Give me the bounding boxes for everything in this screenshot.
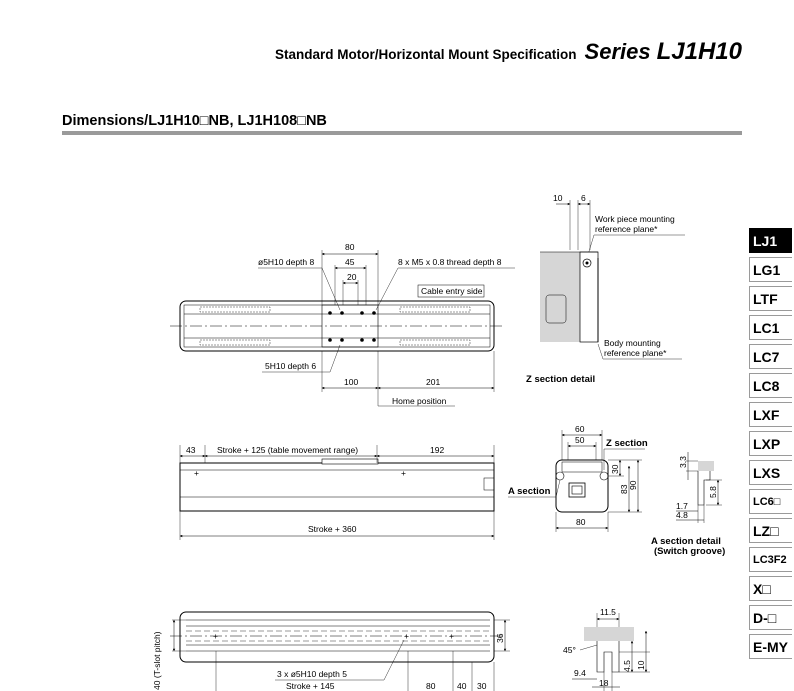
home-position-label: Home position [392, 396, 447, 406]
tab-lc6[interactable]: LC6□ [749, 489, 792, 514]
bottom-dim-80: 80 [426, 681, 436, 691]
end-dim-60: 60 [575, 424, 585, 434]
z-section-detail-drawing [526, 193, 685, 385]
header-subtitle: Standard Motor/Horizontal Mount Specification [275, 47, 577, 62]
bottom-tslot-label: 40 (T-slot pitch) [152, 631, 162, 690]
top-dim-45: 45 [345, 257, 355, 267]
bottom-dim-40: 40 [457, 681, 467, 691]
tab-lxp[interactable]: LXP [749, 431, 792, 456]
tslot-dim-10: 10 [636, 660, 646, 670]
side-mark-right: + [401, 468, 406, 478]
z-body-label-1: Body mounting [604, 338, 661, 348]
a-dim-5-8: 5.8 [708, 486, 718, 498]
top-dim-201: 201 [426, 377, 441, 387]
end-z-section: Z section [606, 438, 648, 449]
bottom-dim-30: 30 [477, 681, 487, 691]
tab-lc3f2[interactable]: LC3F2 [749, 547, 792, 572]
tslot-detail-drawing [563, 607, 650, 691]
z-workpiece-label-2: reference plane* [595, 224, 658, 234]
end-dim-30: 30 [610, 464, 620, 474]
top-thread-label: 8 x M5 x 0.8 thread depth 8 [398, 257, 502, 267]
top-dim-100: 100 [344, 377, 359, 387]
side-stroke-total: Stroke + 360 [308, 524, 357, 534]
tslot-dim-4-5: 4.5 [622, 660, 632, 672]
end-dim-80: 80 [576, 517, 586, 527]
a-section-caption-1: A section detail [651, 536, 721, 547]
end-dim-90: 90 [628, 480, 638, 490]
top-slot-label: 5H10 depth 6 [265, 361, 317, 371]
tslot-dim-11-5: 11.5 [600, 607, 616, 617]
cable-entry-label: Cable entry side [421, 286, 483, 296]
end-view-drawing [508, 424, 648, 532]
header-series: Series [584, 39, 651, 64]
tab-lxs[interactable]: LXS [749, 460, 792, 485]
tab-lxf[interactable]: LXF [749, 402, 792, 427]
side-view-drawing [180, 445, 494, 540]
tslot-dim-18: 18 [599, 678, 609, 688]
a-section-caption-2: (Switch groove) [654, 546, 726, 557]
tslot-dim-45deg: 45° [563, 645, 576, 655]
top-dim-80: 80 [345, 242, 355, 252]
bottom-stroke-145: Stroke + 145 [286, 681, 335, 691]
z-dim-6: 6 [581, 193, 586, 203]
top-view-drawing [170, 242, 515, 406]
z-section-caption: Z section detail [526, 374, 596, 385]
tab-e-my[interactable]: E-MY [749, 634, 792, 659]
z-dim-10: 10 [553, 193, 563, 203]
tab-d[interactable]: D-□ [749, 605, 792, 630]
side-dim-192: 192 [430, 445, 445, 455]
end-dim-83: 83 [619, 484, 629, 494]
end-dim-50: 50 [575, 435, 585, 445]
bottom-hole-mark-3: + [449, 631, 454, 641]
top-hole-label: ø5H10 depth 8 [258, 257, 315, 267]
tab-x[interactable]: X□ [749, 576, 792, 601]
tab-lg1[interactable]: LG1 [749, 257, 792, 282]
bottom-view-drawing [152, 612, 510, 691]
a-dim-1-7: 1.7 [676, 501, 688, 511]
side-dim-43: 43 [186, 445, 196, 455]
tab-lc7[interactable]: LC7 [749, 344, 792, 369]
bottom-hole-label: 3 x ø5H10 depth 5 [277, 669, 347, 679]
tslot-dim-9-4: 9.4 [574, 668, 586, 678]
tab-lj1[interactable]: LJ1 [749, 228, 792, 253]
bottom-dim-36: 36 [495, 633, 505, 643]
bottom-hole-mark-2: + [404, 631, 409, 641]
header-model: LJ1H10 [656, 38, 742, 65]
top-dim-20: 20 [347, 272, 357, 282]
a-section-detail-drawing [651, 452, 725, 557]
z-body-label-2: reference plane* [604, 348, 667, 358]
section-title: Dimensions/LJ1H10□NB, LJ1H108□NB [62, 113, 327, 129]
tab-ltf[interactable]: LTF [749, 286, 792, 311]
tab-lz[interactable]: LZ□ [749, 518, 792, 543]
a-dim-4-8: 4.8 [676, 510, 688, 520]
a-dim-3-3: 3.3 [678, 456, 688, 468]
tab-lc1[interactable]: LC1 [749, 315, 792, 340]
z-workpiece-label-1: Work piece mounting [595, 214, 675, 224]
tab-lc8[interactable]: LC8 [749, 373, 792, 398]
end-a-section: A section [508, 486, 551, 497]
side-mark-left: + [194, 468, 199, 478]
side-stroke-range: Stroke + 125 (table movement range) [217, 445, 359, 455]
bottom-hole-mark-1: + [213, 631, 218, 641]
